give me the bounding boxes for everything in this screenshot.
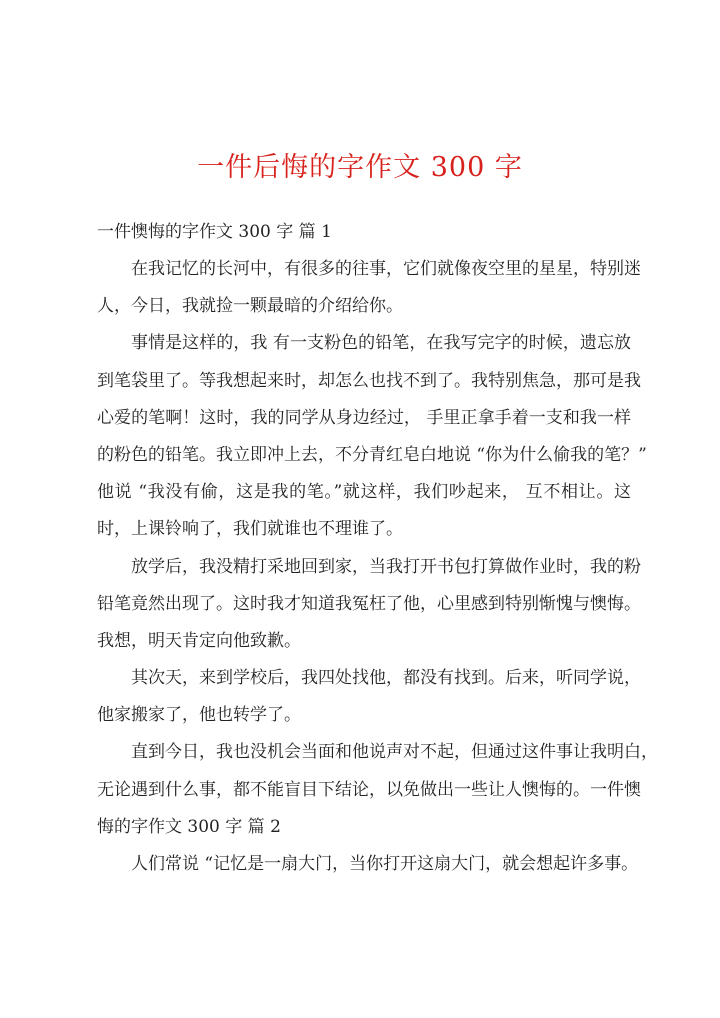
text-line: 心爱的笔啊！这时，我的同学从身边经过， 手里正拿手着一支和我一样 bbox=[97, 407, 631, 428]
text-line: 无论遇到什么事，都不能盲目下结论，以免做出一些让人懊悔的。一件懊 bbox=[97, 779, 641, 800]
text-line: 的粉色的铅笔。我立即冲上去，不分青红皂白地说 “你为什么偷我的笔？” bbox=[97, 444, 647, 465]
text-line: 铅笔竟然出现了。这时我才知道我冤枉了他，心里感到特别惭愧与懊悔。 bbox=[97, 593, 641, 614]
document-title: 一件后悔的字作文 300 字 bbox=[197, 152, 523, 183]
text-line: 事情是这样的，我 有一支粉色的铅笔，在我写完字的时候，遗忘放 bbox=[131, 333, 631, 354]
text-line: 人，今日，我就捡一颗最暗的介绍给你。 bbox=[97, 296, 403, 317]
paragraph bbox=[97, 251, 641, 325]
text-line: 我想，明天肯定向他致歉。 bbox=[97, 630, 301, 651]
text-line: 放学后，我没精打采地回到家，当我打开书包打算做作业时，我的粉 bbox=[131, 556, 641, 577]
paragraph bbox=[97, 734, 658, 846]
text-line: 悔的字作文 300 字 篇 2 bbox=[97, 816, 281, 837]
text-line: 直到今日，我也没机会当面和他说声对不起，但通过这件事让我明白， bbox=[131, 742, 658, 763]
text-line: 在我记忆的长河中，有很多的往事，它们就像夜空里的星星，特别迷 bbox=[131, 259, 641, 279]
paragraph bbox=[97, 660, 641, 734]
paragraph bbox=[97, 325, 647, 548]
paragraph bbox=[97, 846, 639, 883]
section-heading: 一件懊悔的字作文 300 字 篇 1 bbox=[97, 222, 332, 242]
text-line: 到笔袋里了。等我想起来时，却怎么也找不到了。我特别焦急，那可是我 bbox=[97, 370, 641, 391]
document-body bbox=[97, 213, 658, 883]
text-line: 他说 “我没有偷，这是我的笔。”就这样，我们吵起来， 互不相让。这 bbox=[97, 482, 631, 503]
text-line: 其次天，来到学校后，我四处找他，都没有找到。后来，听同学说， bbox=[131, 668, 641, 689]
paragraph bbox=[97, 549, 641, 661]
text-line: 他家搬家了，他也转学了。 bbox=[97, 705, 301, 726]
text-line: 人们常说 “记忆是一扇大门，当你打开这扇大门，就会想起许多事。 bbox=[131, 854, 639, 874]
text-line: 时，上课铃响了，我们就谁也不理谁了。 bbox=[97, 519, 403, 540]
